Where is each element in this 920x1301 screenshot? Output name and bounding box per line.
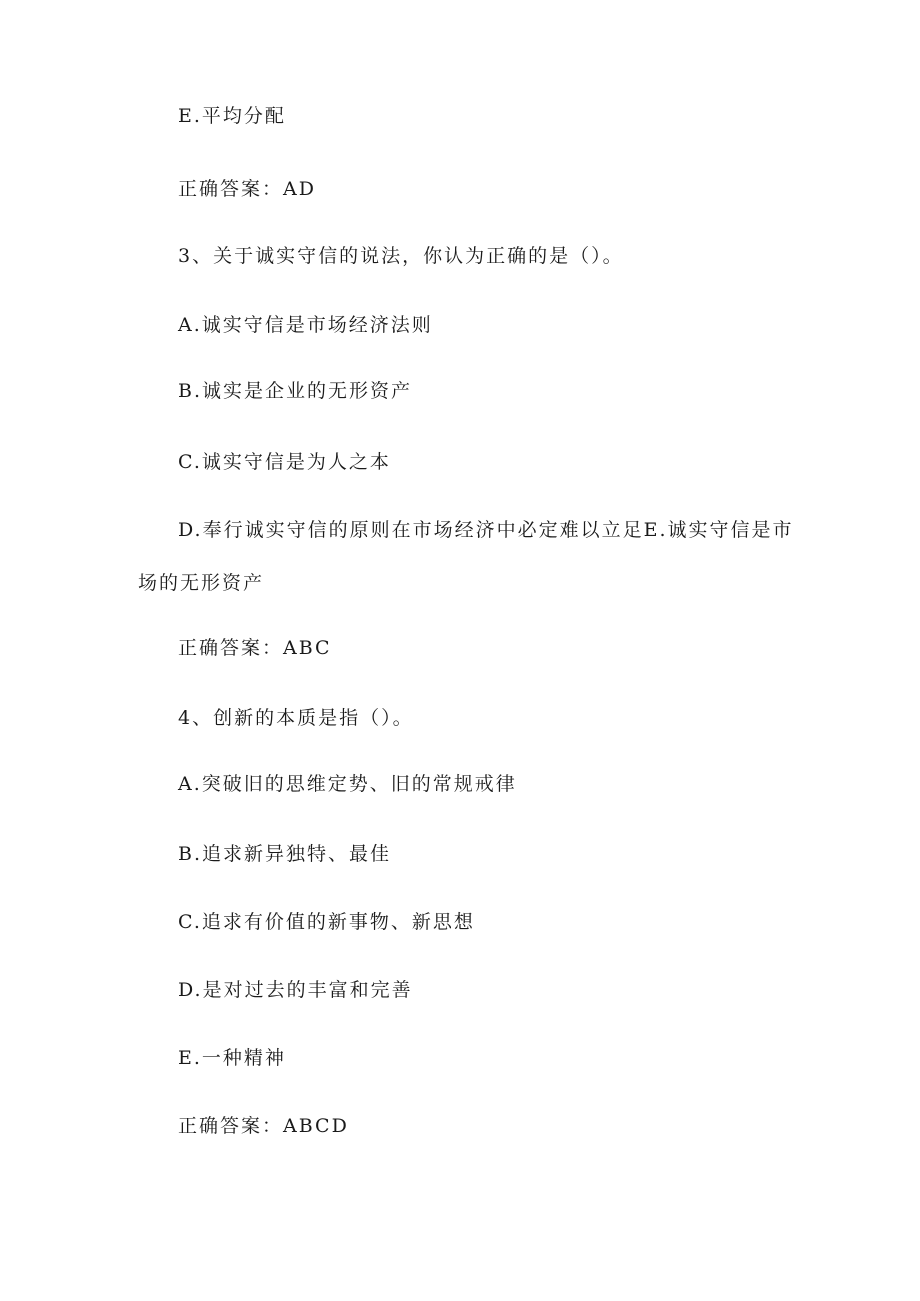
q4-option-b: B.追求新异独特、最佳 [178,843,392,865]
question-4: 4、创新的本质是指（）。 [178,707,414,729]
q4-option-e: E.一种精神 [178,1047,286,1069]
answer-q3: 正确答案：ABC [178,637,332,659]
q4-option-a: A.突破旧的思维定势、旧的常规戒律 [178,773,517,795]
q3-option-b: B.诚实是企业的无形资产 [178,380,413,402]
answer-q4: 正确答案：ABCD [178,1115,349,1137]
option-e-prev: E.平均分配 [178,105,286,127]
q3-option-e-continued: 场的无形资产 [138,572,265,594]
q3-option-c: C.诚实守信是为人之本 [178,451,391,473]
question-3: 3、关于诚实守信的说法，你认为正确的是（）。 [178,245,624,267]
q4-option-d: D.是对过去的丰富和完善 [178,979,413,1001]
q3-option-a: A.诚实守信是市场经济法则 [178,314,433,336]
answer-q2: 正确答案：AD [178,178,316,200]
q4-option-c: C.追求有价值的新事物、新思想 [178,911,475,933]
q3-option-d-e: D.奉行诚实守信的原则在市场经济中必定难以立足E.诚实守信是市 [178,519,794,541]
